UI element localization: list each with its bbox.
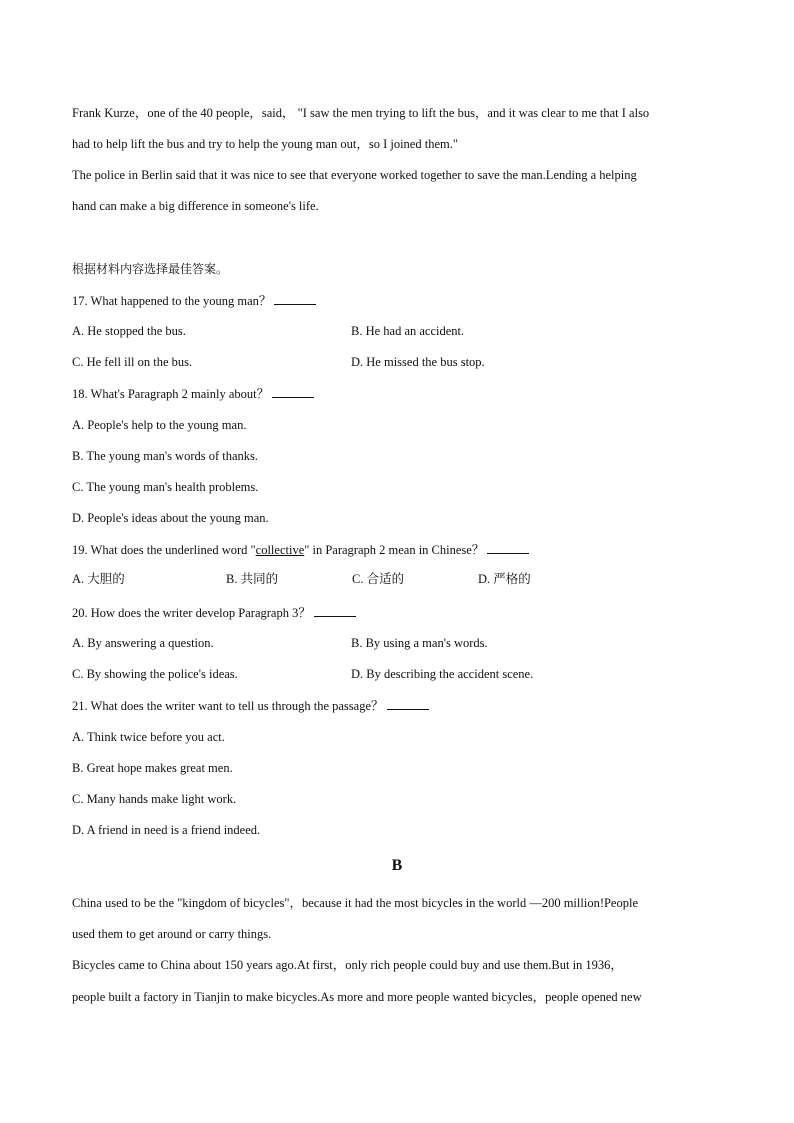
answer-blank[interactable] — [314, 604, 356, 617]
passage-line: hand can make a big difference in someone's life. — [72, 199, 319, 213]
underlined-word: collective — [255, 543, 305, 557]
question-stem-end: " in Paragraph 2 mean in Chinese？ — [304, 543, 485, 557]
question-stem: 19. What does the underlined word " — [72, 543, 256, 557]
option-20c[interactable]: C. By showing the police's ideas. — [72, 667, 238, 681]
question-stem: 18. What's Paragraph 2 mainly about？ — [72, 387, 270, 401]
answer-blank[interactable] — [272, 385, 314, 398]
passage-line: people built a factory in Tianjin to make bicycles.As more and more people wanted bicycles，people opened new — [72, 990, 642, 1004]
option-18a[interactable]: A. People's help to the young man. — [72, 418, 247, 432]
question-19 — [72, 541, 529, 558]
instruction: 根据材料内容选择最佳答案。 — [72, 262, 229, 276]
passage-line: China used to be the "kingdom of bicycles"，because it had the most bicycles in the world —200 million!People — [72, 896, 638, 910]
question-17 — [72, 292, 316, 309]
passage-line: Frank Kurze，one of the 40 people，said， "I saw the men trying to lift the bus，and it was clear to me that I also — [72, 106, 650, 120]
option-21c[interactable]: C. Many hands make light work. — [72, 792, 237, 806]
option-19b[interactable]: B. 共同的 — [226, 572, 279, 586]
passage-line: had to help lift the bus and try to help the young man out，so I joined them." — [72, 137, 458, 151]
option-19c[interactable]: C. 合适的 — [352, 572, 405, 586]
answer-blank[interactable] — [487, 541, 529, 554]
option-17b[interactable]: B. He had an accident. — [351, 324, 465, 338]
option-21b[interactable]: B. Great hope makes great men. — [72, 761, 233, 775]
option-21a[interactable]: A. Think twice before you act. — [72, 730, 225, 744]
passage-line: The police in Berlin said that it was nice to see that everyone worked together to save the man.Lending a helping — [72, 168, 637, 182]
question-18 — [72, 385, 314, 402]
option-21d[interactable]: D. A friend in need is a friend indeed. — [72, 823, 261, 837]
option-19d[interactable]: D. 严格的 — [478, 572, 531, 586]
passage-line: used them to get around or carry things. — [72, 927, 272, 941]
option-17d[interactable]: D. He missed the bus stop. — [351, 355, 485, 369]
question-stem: 21. What does the writer want to tell us through the passage？ — [72, 699, 384, 713]
option-20d[interactable]: D. By describing the accident scene. — [351, 667, 534, 681]
option-20b[interactable]: B. By using a man's words. — [351, 636, 488, 650]
option-20a[interactable]: A. By answering a question. — [72, 636, 214, 650]
question-21 — [72, 697, 429, 714]
option-17a[interactable]: A. He stopped the bus. — [72, 324, 186, 338]
passage-line: Bicycles came to China about 150 years ago.At first，only rich people could buy and use them.But in 1936， — [72, 958, 623, 972]
option-19a[interactable]: A. 大胆的 — [72, 572, 125, 586]
option-17c[interactable]: C. He fell ill on the bus. — [72, 355, 193, 369]
question-20 — [72, 604, 356, 621]
option-18b[interactable]: B. The young man's words of thanks. — [72, 449, 259, 463]
question-stem: 17. What happened to the young man？ — [72, 294, 272, 308]
answer-blank[interactable] — [274, 292, 316, 305]
question-stem: 20. How does the writer develop Paragraph 3？ — [72, 606, 311, 620]
answer-blank[interactable] — [387, 697, 429, 710]
option-18c[interactable]: C. The young man's health problems. — [72, 480, 259, 494]
section-heading: B — [391, 857, 403, 874]
option-18d[interactable]: D. People's ideas about the young man. — [72, 511, 269, 525]
